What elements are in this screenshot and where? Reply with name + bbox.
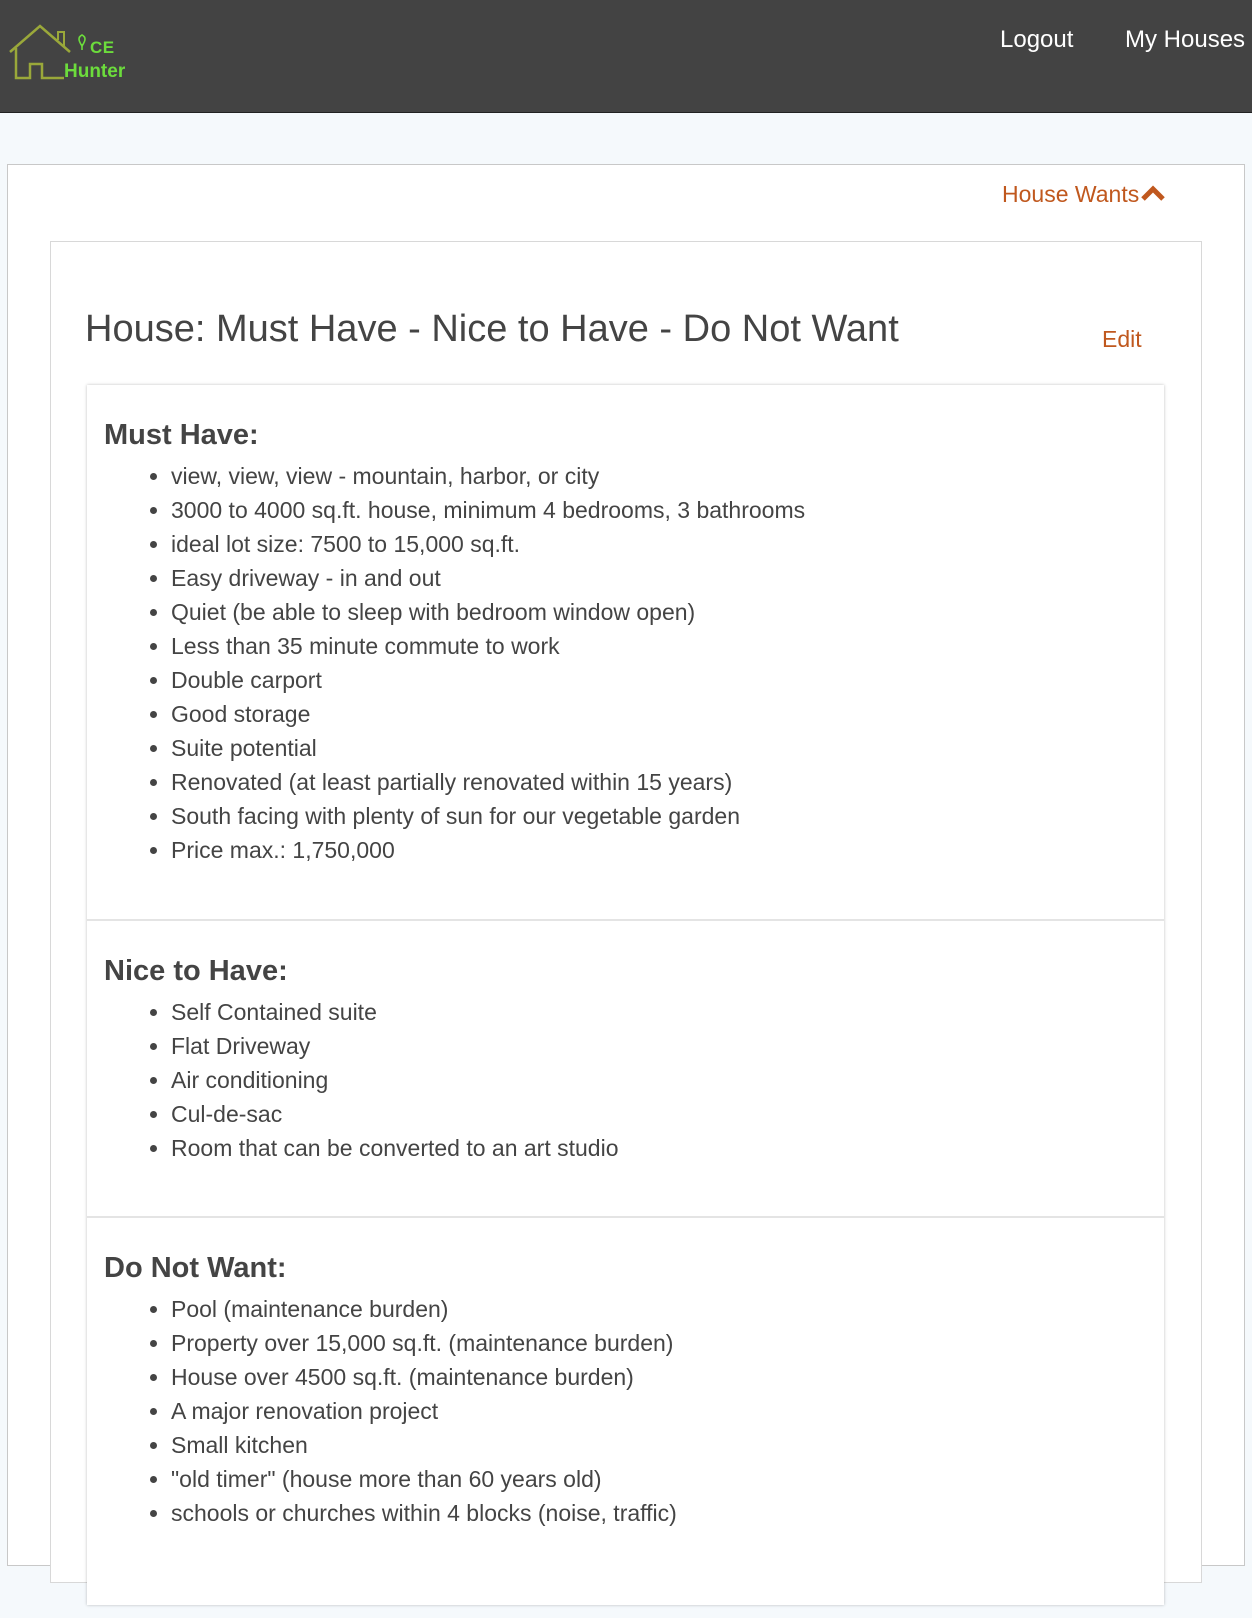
list-item: • view, view, view - mountain, harbor, or city	[171, 459, 805, 493]
logout-link[interactable]: Logout	[1000, 26, 1074, 53]
do-not-want-section	[87, 1218, 1164, 1618]
nice-to-have-section	[87, 921, 1164, 1218]
must-have-section	[87, 385, 1164, 921]
navbar	[0, 0, 1252, 113]
list-item: • Price max.: 1,750,000	[171, 833, 805, 867]
list-item: • A major renovation project	[171, 1394, 677, 1428]
list-item: • Property over 15,000 sq.ft. (maintenance burden)	[171, 1326, 677, 1360]
list-item: • ideal lot size: 7500 to 15,000 sq.ft.	[171, 527, 805, 561]
list-item: • South facing with plenty of sun for our vegetable garden	[171, 799, 805, 833]
list-item: • Air conditioning	[171, 1063, 619, 1097]
list-item: • schools or churches within 4 blocks (noise, traffic)	[171, 1496, 677, 1530]
list-item: • Self Contained suite	[171, 995, 619, 1029]
house-wants-content	[50, 241, 1202, 1583]
list-item: • Small kitchen	[171, 1428, 677, 1462]
list-item: • Room that can be converted to an art studio	[171, 1131, 619, 1165]
list-item: • Good storage	[171, 697, 805, 731]
must-have-list	[87, 459, 805, 867]
page-title: House: Must Have - Nice to Have - Do Not Want	[85, 308, 899, 350]
list-item: • Renovated (at least partially renovated within 15 years)	[171, 765, 805, 799]
nice-to-have-list	[87, 995, 619, 1165]
list-item: • "old timer" (house more than 60 years old)	[171, 1462, 677, 1496]
house-wants-panel	[7, 164, 1245, 1566]
list-item: • Pool (maintenance burden)	[171, 1292, 677, 1326]
list-item: • Easy driveway - in and out	[171, 561, 805, 595]
logo-text-hunter: Hunter	[64, 61, 126, 82]
nice-to-have-heading: Nice to Have:	[104, 955, 288, 987]
list-item: • Less than 35 minute commute to work	[171, 629, 805, 663]
must-have-heading: Must Have:	[104, 419, 259, 451]
do-not-want-list	[87, 1292, 677, 1530]
edit-link[interactable]: Edit	[1102, 326, 1142, 352]
house-wants-toggle[interactable]	[1002, 181, 1165, 208]
wants-card	[87, 385, 1164, 1605]
list-item: • House over 4500 sq.ft. (maintenance burden)	[171, 1360, 677, 1394]
list-item: • Suite potential	[171, 731, 805, 765]
do-not-want-heading: Do Not Want:	[104, 1252, 287, 1284]
chevron-up-icon	[1141, 180, 1165, 207]
list-item: • Cul-de-sac	[171, 1097, 619, 1131]
list-item: • Flat Driveway	[171, 1029, 619, 1063]
house-wants-toggle-label: House Wants	[1002, 181, 1140, 207]
list-item: • Double carport	[171, 663, 805, 697]
logo-text-ace: CE	[90, 38, 115, 57]
list-item: • Quiet (be able to sleep with bedroom window open)	[171, 595, 805, 629]
list-item: • 3000 to 4000 sq.ft. house, minimum 4 bedrooms, 3 bathrooms	[171, 493, 805, 527]
my-houses-link[interactable]: My Houses	[1125, 26, 1246, 53]
